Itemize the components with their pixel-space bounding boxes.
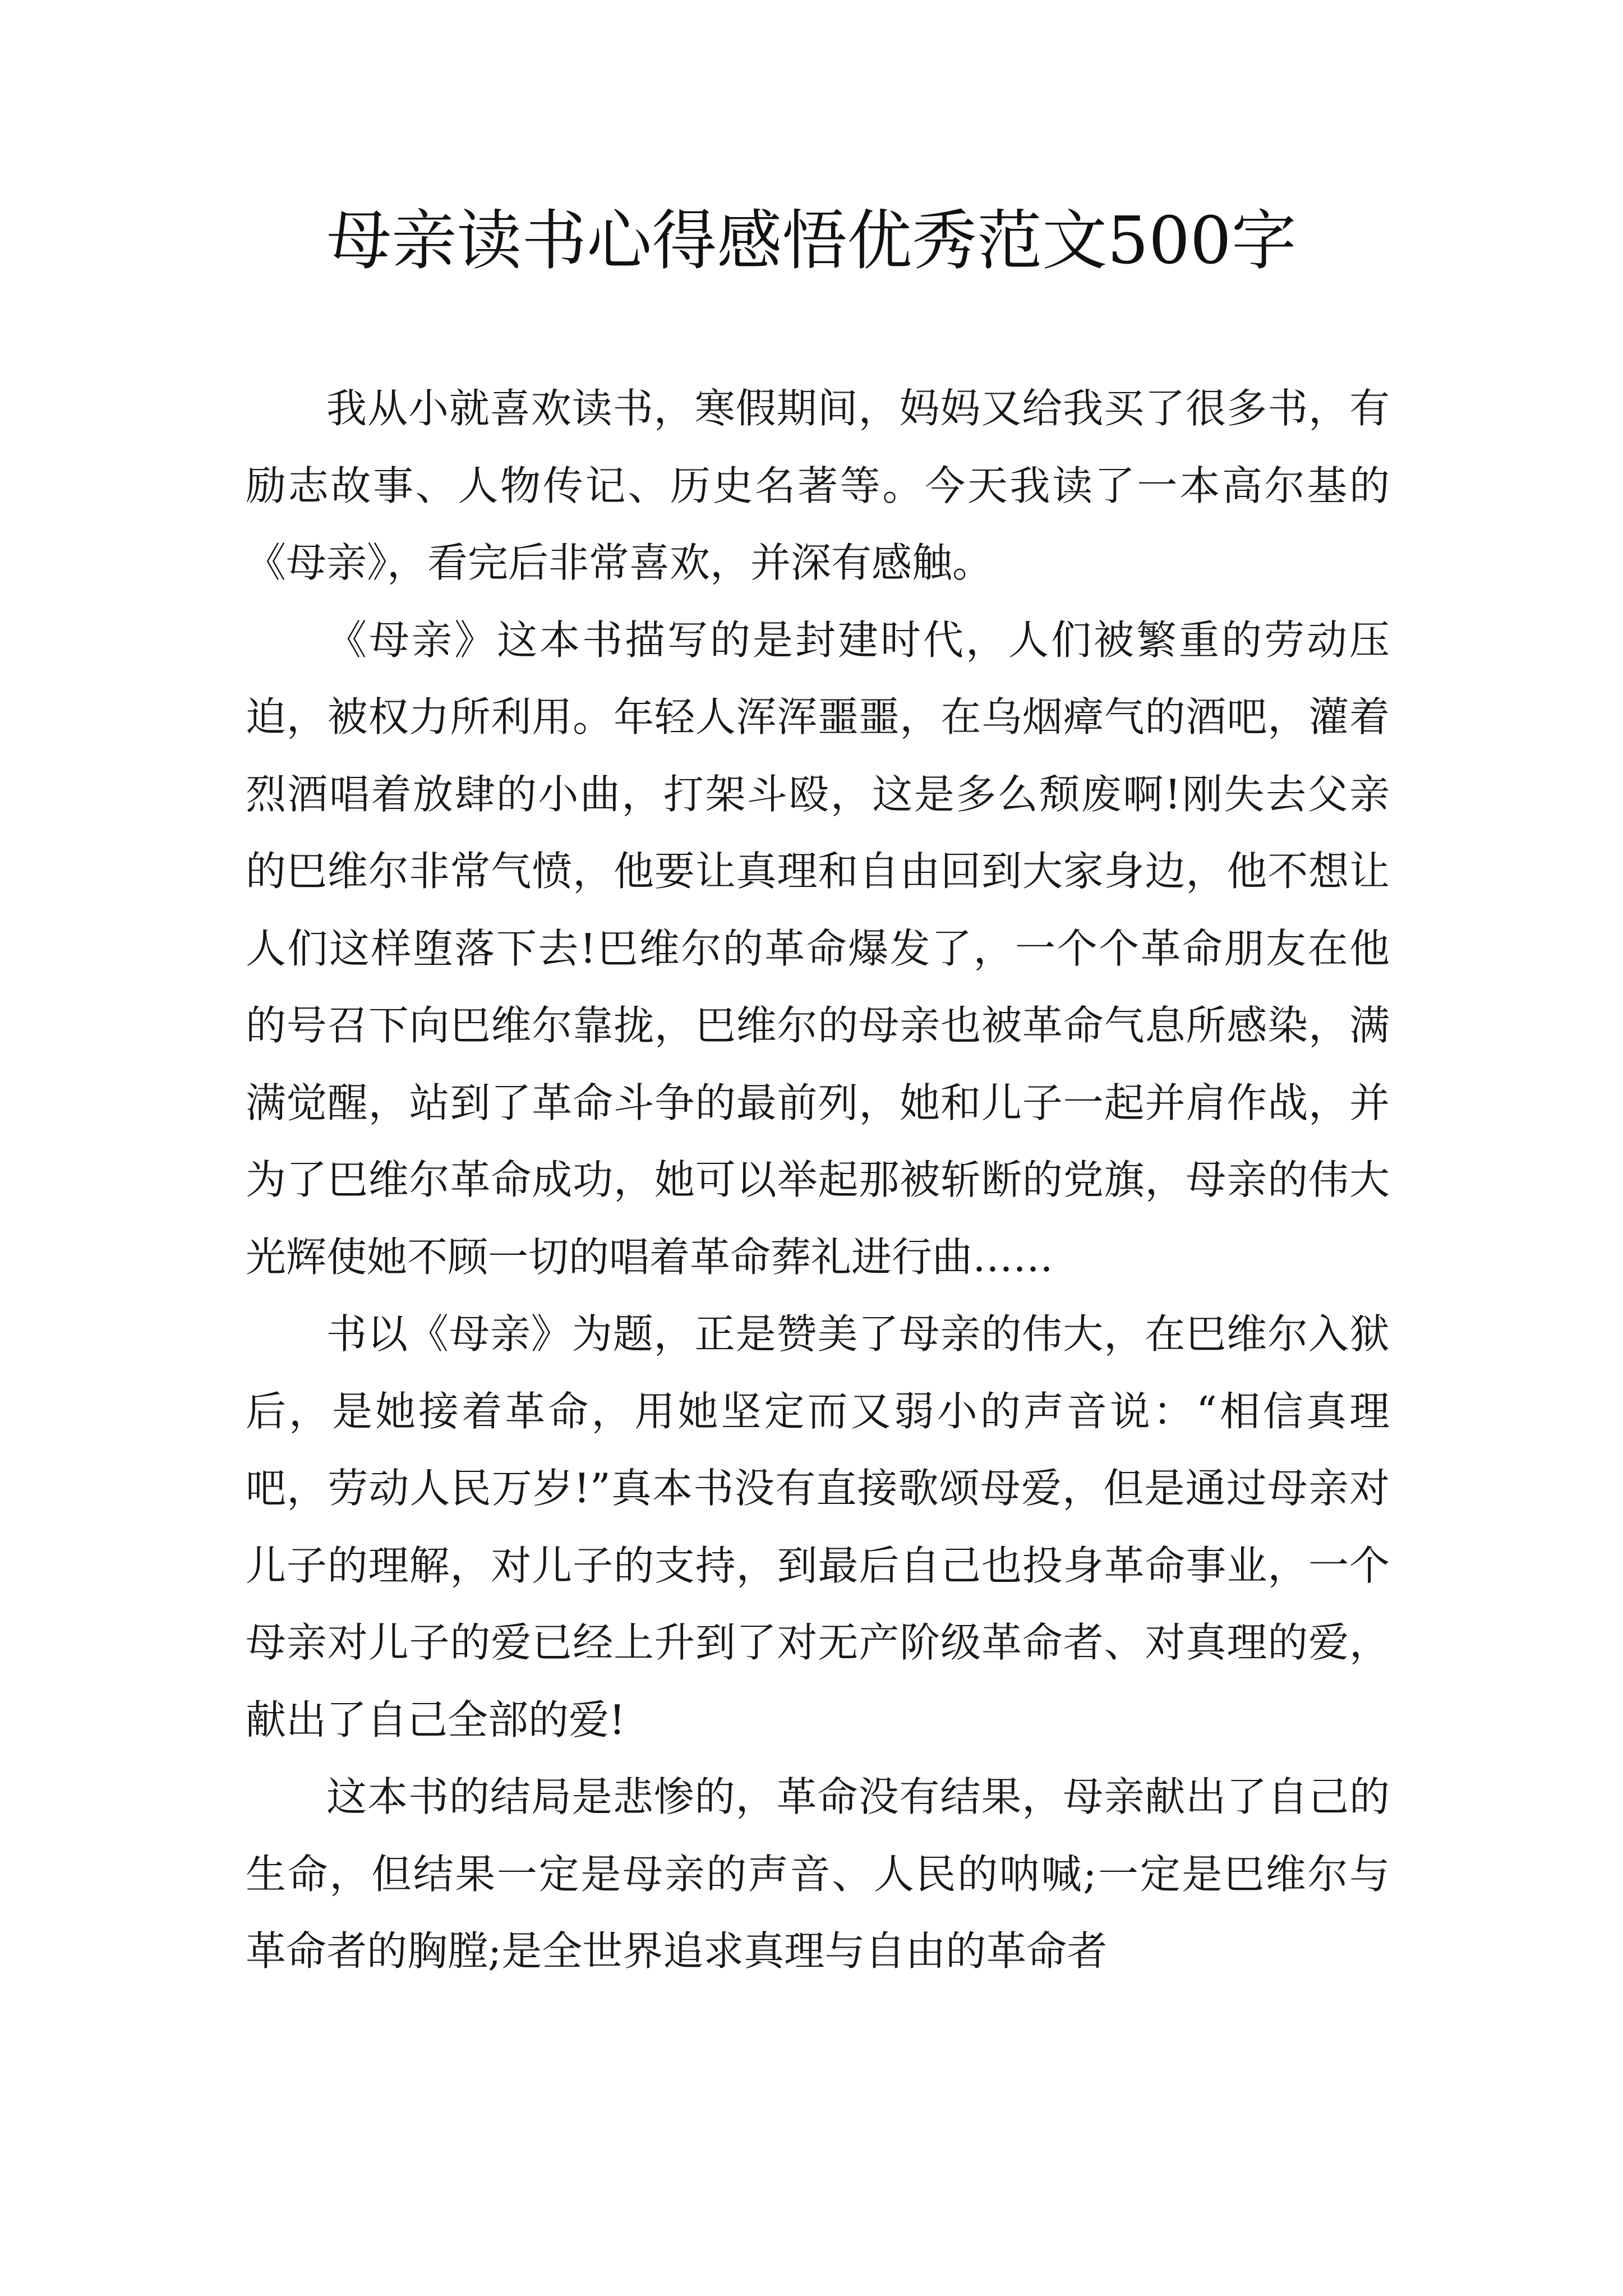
paragraph-2: 《母亲》这本书描写的是封建时代，人们被繁重的劳动压迫，被权力所利用。年轻人浑浑噩噩，在乌烟瘴气的酒吧，灌着烈酒唱着放肆的小曲，打架斗殴，这是多么颓废啊!刚失去父亲的巴维尔非常气愤，他要让真理和自由回到大家身边，他不想让人们这样堕落下去!巴维尔的革命爆发了，一个个革命朋友在他的号召下向巴维尔靠拢，巴维尔的母亲也被革命气息所感染，满满觉醒，站到了革命斗争的最前列，她和儿子一起并肩作战，并为了巴维尔革命成功，她可以举起那被斩断的党旗，母亲的伟大光辉使她不顾一切的唱着革命葬礼进行曲……: [246, 616, 1390, 1281]
paragraph-4: 这本书的结局是悲惨的，革命没有结果，母亲献出了自己的生命，但结果一定是母亲的声音、人民的呐喊;一定是巴维尔与革命者的胸膛;是全世界追求真理与自由的革命者: [246, 1773, 1390, 1975]
paragraph-3: 书以《母亲》为题，正是赞美了母亲的伟大，在巴维尔入狱后，是她接着革命，用她坚定而又弱小的声音说：“相信真理吧，劳动人民万岁!”真本书没有直接歌颂母爱，但是通过母亲对儿子的理解，对儿子的支持，到最后自己也投身革命事业，一个母亲对儿子的爱已经上升到了对无产阶级革命者、对真理的爱，献出了自己全部的爱!: [246, 1310, 1390, 1743]
paragraph-1: 我从小就喜欢读书，寒假期间，妈妈又给我买了很多书，有励志故事、人物传记、历史名著等。今天我读了一本高尔基的《母亲》，看完后非常喜欢，并深有感触。: [246, 385, 1390, 586]
document-body: [246, 370, 1390, 1990]
document-title: 母亲读书心得感悟优秀范文500字: [326, 203, 1297, 279]
